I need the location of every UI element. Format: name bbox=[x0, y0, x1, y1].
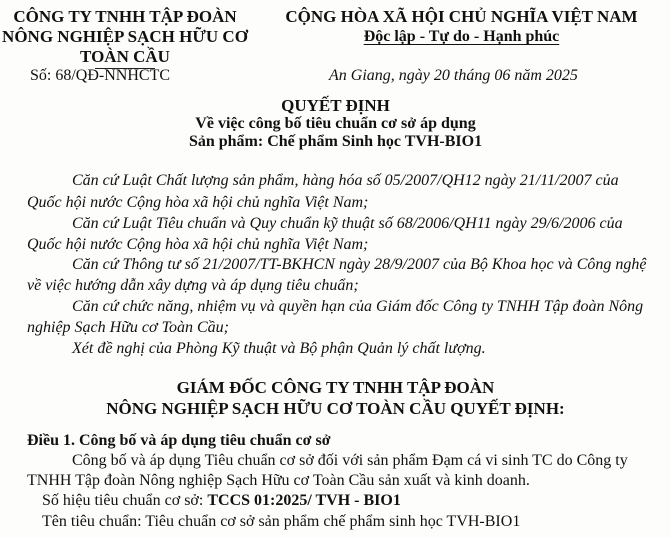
article-1-body: Công bố và áp dụng Tiêu chuẩn cơ sở đối với sản phẩm Đạm cá vi sinh TC do Công ty bbox=[72, 452, 628, 469]
decision-subject: Về việc công bố tiêu chuẩn cơ sở áp dụng bbox=[195, 115, 476, 132]
preamble-line: Căn cứ chức năng, nhiệm vụ và quyền hạn của Giám đốc Công ty TNHH Tập đoàn Nông bbox=[72, 298, 644, 315]
document-number: Số: 68/QĐ-NNHCTC bbox=[30, 67, 171, 84]
preamble-line: Xét đề nghị của Phòng Kỹ thuật và Bộ phận Quản lý chất lượng. bbox=[72, 340, 486, 357]
product-name: Sản phẩm: Chế phẩm Sinh học TVH-BIO1 bbox=[188, 133, 483, 150]
preamble-line: Căn cứ Luật Chất lượng sản phẩm, hàng hóa số 05/2007/QH12 ngày 21/11/2007 của bbox=[72, 172, 619, 189]
company-name-line1: CÔNG TY TNHH TẬP ĐOÀN bbox=[13, 7, 237, 26]
preamble-line: Căn cứ Thông tư số 21/2007/TT-BKHCN ngày 28/9/2007 của Bộ Khoa học và Công nghệ bbox=[72, 256, 647, 273]
decision-statement-line1: GIÁM ĐỐC CÔNG TY TNHH TẬP ĐOÀN bbox=[176, 378, 495, 397]
standard-code-label: Số hiệu tiêu chuẩn cơ sở: bbox=[42, 492, 208, 509]
article-1-body: TNHH Tập đoàn Nông nghiệp Sạch Hữu cơ Toàn Cầu sản xuất và kinh doanh. bbox=[27, 472, 530, 489]
decision-heading: QUYẾT ĐỊNH bbox=[281, 96, 390, 115]
article-1-title: Điều 1. Công bố và áp dụng tiêu chuẩn cơ sở bbox=[27, 432, 331, 449]
standard-code-value: TCCS 01:2025/ TVH - BIO1 bbox=[207, 492, 401, 509]
decision-statement-line2: NÔNG NGHIỆP SẠCH HỮU CƠ TOÀN CẦU QUYẾT ĐỊNH: bbox=[106, 399, 565, 418]
preamble-line: Quốc hội nước Cộng hòa xã hội chủ nghĩa Việt Nam; bbox=[27, 236, 369, 253]
preamble-line: Quốc hội nước Cộng hòa xã hội chủ nghĩa Việt Nam; bbox=[27, 194, 369, 211]
standard-name-line: Tên tiêu chuẩn: Tiêu chuẩn cơ sở sản phẩm chế phẩm sinh học TVH-BIO1 bbox=[42, 513, 521, 530]
national-motto: Độc lập - Tự do - Hạnh phúc bbox=[363, 28, 560, 45]
nation-title: CỘNG HÒA XÃ HỘI CHỦ NGHĨA VIỆT NAM bbox=[285, 7, 638, 26]
preamble-line: Căn cứ Luật Tiêu chuẩn và Quy chuẩn kỹ thuật số 68/2006/QH11 ngày 29/6/2006 của bbox=[72, 215, 623, 232]
preamble-line: về việc hướng dẫn xây dựng và áp dụng tiêu chuẩn; bbox=[27, 277, 359, 294]
company-name-line2: NÔNG NGHIỆP SẠCH HỮU CƠ bbox=[2, 27, 248, 46]
preamble-line: nghiệp Sạch Hữu cơ Toàn Cầu; bbox=[27, 319, 229, 336]
company-name-line3: TOÀN CẦU bbox=[80, 47, 170, 66]
place-and-date: An Giang, ngày 20 tháng 06 năm 2025 bbox=[329, 67, 578, 84]
standard-code-line bbox=[42, 492, 401, 510]
